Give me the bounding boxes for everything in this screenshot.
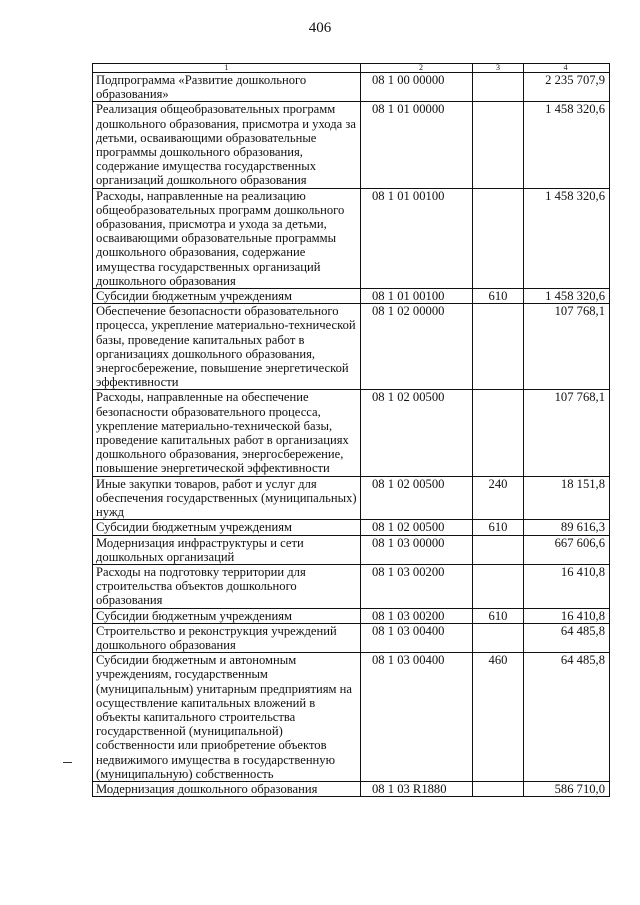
row-code-cell: 08 1 03 R1880 [361, 781, 473, 796]
table-row [93, 608, 610, 623]
row-type-cell [473, 781, 524, 796]
row-type-cell [473, 102, 524, 188]
header-cell-2: 2 [361, 64, 473, 73]
header-cell-4: 4 [524, 64, 610, 73]
row-amount-cell: 107 768,1 [524, 304, 610, 390]
table-row [93, 390, 610, 476]
row-code-cell: 08 1 03 00400 [361, 653, 473, 782]
row-code-cell: 08 1 01 00100 [361, 188, 473, 288]
table-row [93, 102, 610, 188]
budget-table [92, 63, 610, 797]
row-type-cell: 610 [473, 608, 524, 623]
row-name-cell: Строительство и реконструкция учреждений дошкольного образования [93, 623, 361, 652]
row-type-cell [473, 390, 524, 476]
row-type-cell: 610 [473, 289, 524, 304]
row-code-cell: 08 1 03 00200 [361, 608, 473, 623]
row-amount-cell: 89 616,3 [524, 520, 610, 535]
row-amount-cell: 64 485,8 [524, 623, 610, 652]
row-name-cell: Реализация общеобразовательных программ дошкольного образования, присмотра и ухода за детьми, осваивающими образовательные программы дошкольного образования, содержание имущества государственных организаций дошкольного образования [93, 102, 361, 188]
row-code-cell: 08 1 01 00000 [361, 102, 473, 188]
table-row [93, 289, 610, 304]
table-row [93, 535, 610, 564]
row-name-cell: Субсидии бюджетным учреждениям [93, 289, 361, 304]
row-amount-cell: 2 235 707,9 [524, 73, 610, 102]
row-type-cell [473, 535, 524, 564]
row-name-cell: Модернизация дошкольного образования [93, 781, 361, 796]
table-row [93, 781, 610, 796]
table-row [93, 653, 610, 782]
row-code-cell: 08 1 03 00400 [361, 623, 473, 652]
row-amount-cell: 16 410,8 [524, 564, 610, 608]
scan-mark [63, 762, 72, 763]
row-name-cell: Субсидии бюджетным и автономным учреждениям, государственным (муниципальным) унитарным предприятиям на осуществление капитальных вложений в объекты капитального строительства государственной (муниципальной) собственности или приобретение объектов недвижимого имущества в государственную (муниципальную) собственность [93, 653, 361, 782]
row-code-cell: 08 1 03 00000 [361, 535, 473, 564]
row-code-cell: 08 1 00 00000 [361, 73, 473, 102]
table-row [93, 623, 610, 652]
row-type-cell [473, 564, 524, 608]
row-code-cell: 08 1 01 00100 [361, 289, 473, 304]
row-type-cell [473, 188, 524, 288]
page-number: 406 [308, 20, 332, 36]
row-name-cell: Подпрограмма «Развитие дошкольного образования» [93, 73, 361, 102]
row-type-cell: 610 [473, 520, 524, 535]
table-row [93, 564, 610, 608]
row-type-cell [473, 73, 524, 102]
table-row [93, 304, 610, 390]
row-name-cell: Иные закупки товаров, работ и услуг для обеспечения государственных (муниципальных) нужд [93, 476, 361, 520]
table-row [93, 520, 610, 535]
row-amount-cell: 1 458 320,6 [524, 188, 610, 288]
table-row [93, 188, 610, 288]
row-amount-cell: 1 458 320,6 [524, 102, 610, 188]
row-name-cell: Расходы, направленные на реализацию общеобразовательных программ дошкольного образования, присмотра и ухода за детьми, осваивающими образовательные программы дошкольного образования, содержание имущества государственных организаций дошкольного образования [93, 188, 361, 288]
row-amount-cell: 667 606,6 [524, 535, 610, 564]
row-code-cell: 08 1 02 00500 [361, 520, 473, 535]
header-cell-3: 3 [473, 64, 524, 73]
header-cell-1: 1 [93, 64, 361, 73]
row-code-cell: 08 1 03 00200 [361, 564, 473, 608]
row-name-cell: Субсидии бюджетным учреждениям [93, 520, 361, 535]
row-type-cell [473, 304, 524, 390]
row-type-cell: 460 [473, 653, 524, 782]
row-code-cell: 08 1 02 00500 [361, 476, 473, 520]
row-code-cell: 08 1 02 00500 [361, 390, 473, 476]
table-row [93, 476, 610, 520]
row-amount-cell: 18 151,8 [524, 476, 610, 520]
row-amount-cell: 586 710,0 [524, 781, 610, 796]
row-type-cell: 240 [473, 476, 524, 520]
row-amount-cell: 107 768,1 [524, 390, 610, 476]
row-amount-cell: 1 458 320,6 [524, 289, 610, 304]
row-name-cell: Расходы на подготовку территории для строительства объектов дошкольного образования [93, 564, 361, 608]
row-name-cell: Расходы, направленные на обеспечение безопасности образовательного процесса, укрепление материально-технической базы, проведение капитальных работ в организациях дошкольного образования, энергосбережение, повышение энергетической эффективности [93, 390, 361, 476]
row-name-cell: Субсидии бюджетным учреждениям [93, 608, 361, 623]
row-amount-cell: 16 410,8 [524, 608, 610, 623]
table-row [93, 73, 610, 102]
header-row [93, 64, 610, 73]
row-type-cell [473, 623, 524, 652]
row-name-cell: Обеспечение безопасности образовательного процесса, укрепление материально-технической базы, проведение капитальных работ в организациях дошкольного образования, энергосбережение, повышение энергетической эффективности [93, 304, 361, 390]
row-name-cell: Модернизация инфраструктуры и сети дошкольных организаций [93, 535, 361, 564]
row-amount-cell: 64 485,8 [524, 653, 610, 782]
row-code-cell: 08 1 02 00000 [361, 304, 473, 390]
